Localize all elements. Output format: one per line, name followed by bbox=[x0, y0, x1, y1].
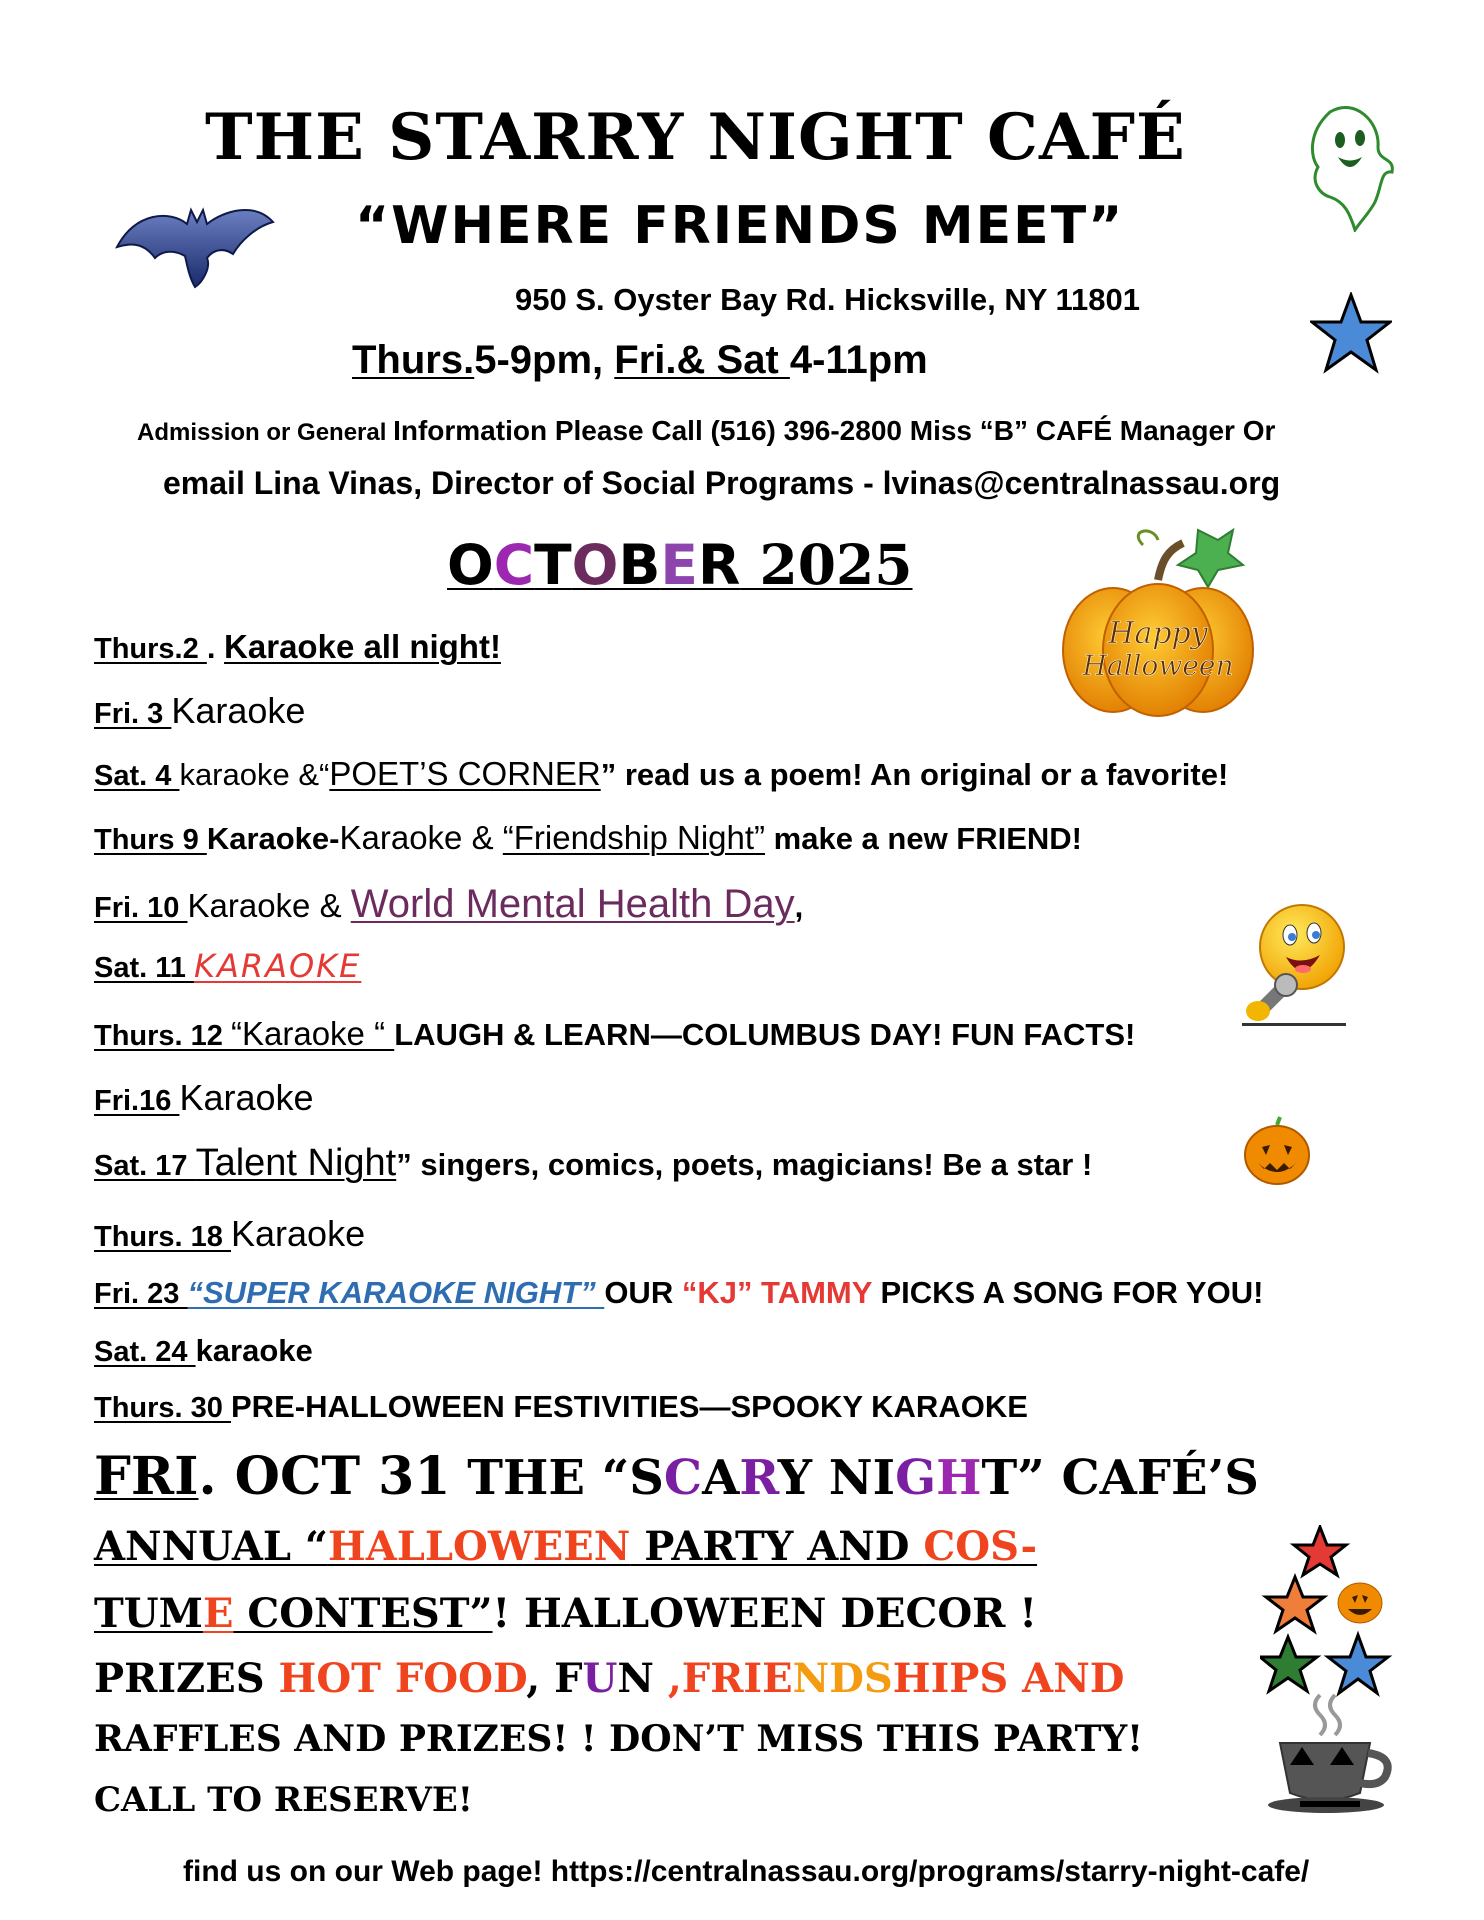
halloween-title-e: Y NI bbox=[777, 1450, 896, 1506]
event-date: Thurs 9 bbox=[94, 824, 207, 856]
month-e: E bbox=[660, 533, 698, 597]
halloween-l4-g: RIE bbox=[710, 1655, 793, 1702]
event-sep: . bbox=[206, 630, 225, 665]
event-text: karaoke bbox=[195, 1333, 313, 1368]
event-date: Thurs. 12 bbox=[94, 1020, 231, 1052]
event-date: Fri. 10 bbox=[94, 892, 188, 924]
hours-frisat-time: 4-11pm bbox=[789, 338, 928, 382]
halloween-l4-e: N bbox=[617, 1655, 668, 1702]
halloween-l4-b: HOT FOOD bbox=[278, 1655, 527, 1702]
halloween-l3-d: ! HALLOWEEN DECOR ! bbox=[492, 1590, 1037, 1637]
event-link: “SUPER KARAOKE NIGHT” bbox=[187, 1275, 605, 1310]
hours-frisat: Fri.& Sat bbox=[614, 338, 790, 382]
month-heading bbox=[447, 532, 913, 597]
halloween-fri: FRI bbox=[94, 1446, 199, 1507]
halloween-l4-c: , F bbox=[526, 1655, 583, 1702]
stars-coffee-icon bbox=[1260, 1525, 1410, 1815]
event-oct-16 bbox=[94, 1077, 314, 1119]
event-oct-24 bbox=[94, 1333, 313, 1369]
halloween-line-4 bbox=[94, 1655, 1124, 1702]
halloween-title-d: R bbox=[739, 1450, 778, 1506]
event-link: Talent Night bbox=[195, 1142, 397, 1184]
contact-small: Admission or General bbox=[137, 419, 394, 446]
event-date: Sat. 4 bbox=[94, 760, 180, 792]
bat-icon bbox=[115, 192, 275, 292]
halloween-l2-c: PARTY AND bbox=[630, 1523, 924, 1570]
month-t: T bbox=[534, 533, 572, 597]
event-oct-10 bbox=[94, 882, 803, 927]
event-text-3: PICKS A SONG FOR YOU! bbox=[871, 1275, 1264, 1310]
address: 950 S. Oyster Bay Rd. Hicksville, NY 11801 bbox=[515, 282, 1140, 317]
event-text: Karaoke- bbox=[206, 821, 340, 856]
event-oct-9 bbox=[94, 819, 1082, 857]
event-text: PRE-HALLOWEEN FESTIVITIES—SPOOKY KARAOKE bbox=[231, 1389, 1028, 1424]
halloween-title-h: T” CAFÉ’S bbox=[981, 1450, 1259, 1506]
event-text-2: make a new FRIEND! bbox=[765, 821, 1083, 856]
event-text: Karaoke bbox=[171, 690, 306, 731]
event-date: Thurs. 18 bbox=[94, 1221, 231, 1253]
event-date: Fri.16 bbox=[94, 1085, 180, 1117]
month-r: R bbox=[697, 533, 741, 597]
halloween-line-3 bbox=[94, 1590, 1037, 1637]
event-text-2: ” singers, comics, poets, magicians! Be a star ! bbox=[396, 1147, 1093, 1182]
event-date: Thurs. 30 bbox=[94, 1392, 231, 1424]
event-text: Karaoke bbox=[231, 1213, 366, 1254]
month-b: B bbox=[618, 533, 661, 597]
karaoke-emoji-icon bbox=[1238, 903, 1348, 1028]
event-link: “Friendship Night” bbox=[502, 819, 766, 856]
halloween-title-a: THE “S bbox=[450, 1450, 664, 1506]
month-o2: O bbox=[571, 533, 619, 597]
event-link: World Mental Health Day bbox=[350, 882, 795, 926]
ghost-icon bbox=[1300, 102, 1400, 232]
halloween-l2-d: COS- bbox=[923, 1523, 1038, 1570]
event-text: Karaoke bbox=[179, 1077, 314, 1118]
halloween-l4-a: PRIZES bbox=[94, 1655, 279, 1702]
page-title: THE STARRY NIGHT CAFÉ bbox=[205, 100, 1186, 175]
event-oct-4 bbox=[94, 755, 1228, 793]
tagline: “WHERE FRIENDS MEET” bbox=[355, 196, 1125, 256]
event-text-2: ” read us a poem! An original or a favorite! bbox=[600, 757, 1229, 792]
event-oct-17 bbox=[94, 1142, 1092, 1185]
month-o1: O bbox=[447, 533, 494, 597]
event-date: Sat. 17 bbox=[94, 1150, 196, 1182]
event-date: Sat. 24 bbox=[94, 1336, 196, 1368]
halloween-line-2 bbox=[94, 1523, 1037, 1570]
event-date: Fri. 3 bbox=[94, 698, 172, 730]
contact-phone: Information Please Call (516) 396-2800 Miss “B” CAFÉ Manager Or bbox=[393, 415, 1276, 446]
halloween-l4-f: ,F bbox=[667, 1655, 711, 1702]
event-date: Fri. 23 bbox=[94, 1278, 188, 1310]
event-oct-2 bbox=[94, 628, 501, 666]
halloween-line-5: RAFFLES AND PRIZES! ! DON’T MISS THIS PARTY! bbox=[94, 1718, 1143, 1760]
halloween-title-g: H bbox=[936, 1450, 982, 1506]
event-text: Karaoke & bbox=[187, 887, 351, 924]
event-text-2: LAUGH & LEARN—COLUMBUS DAY! FUN FACTS! bbox=[394, 1017, 1136, 1052]
event-text-b: Karaoke & bbox=[339, 819, 503, 856]
event-oct-11 bbox=[94, 947, 361, 985]
halloween-line-6: CALL TO RESERVE! bbox=[94, 1780, 473, 1820]
month-c: C bbox=[493, 533, 535, 597]
pumpkin-icon bbox=[1058, 525, 1258, 725]
event-oct-23 bbox=[94, 1275, 1263, 1311]
halloween-oct31: . OCT 31 bbox=[198, 1446, 451, 1507]
hours-thurs-time: 5-9pm, bbox=[474, 338, 615, 382]
pumpkin-text-1: Happy bbox=[1108, 616, 1208, 651]
event-oct-12 bbox=[94, 1015, 1135, 1053]
event-date: Thurs.2 bbox=[94, 633, 207, 665]
event-oct-30 bbox=[94, 1389, 1028, 1425]
halloween-title-c: A bbox=[702, 1450, 740, 1506]
event-text: Karaoke all night! bbox=[224, 628, 501, 665]
hours-thurs: Thurs. bbox=[352, 338, 475, 382]
event-kj: “KJ” TAMMY bbox=[681, 1275, 872, 1310]
event-oct-3 bbox=[94, 690, 305, 732]
event-text-2: OUR bbox=[604, 1275, 682, 1310]
halloween-l4-i: HIPS bbox=[892, 1655, 1009, 1702]
halloween-title-b: C bbox=[663, 1450, 703, 1506]
halloween-l4-d: U bbox=[582, 1655, 618, 1702]
event-text-2: , bbox=[794, 889, 804, 924]
halloween-l2-a: ANNUAL “ bbox=[94, 1523, 328, 1570]
halloween-l3-a: TUM bbox=[94, 1590, 203, 1637]
halloween-l4-j: AND bbox=[1008, 1655, 1125, 1702]
contact-line-2: email Lina Vinas, Director of Social Programs - lvinas@centralnassau.org bbox=[163, 465, 1281, 501]
event-link: KARAOKE bbox=[193, 947, 362, 985]
star-icon bbox=[1310, 292, 1392, 374]
halloween-l4-h: NDS bbox=[792, 1655, 893, 1702]
event-text: karaoke &“ bbox=[179, 757, 330, 792]
event-oct-18 bbox=[94, 1213, 365, 1255]
month-year: 2025 bbox=[740, 532, 913, 597]
hours bbox=[352, 338, 928, 383]
halloween-l2-b: HALLOWEEN bbox=[327, 1523, 631, 1570]
halloween-l3-c: CONTEST” bbox=[233, 1590, 493, 1637]
event-link: “Karaoke “ bbox=[231, 1015, 395, 1052]
halloween-l3-b: E bbox=[202, 1590, 234, 1637]
small-pumpkin-icon bbox=[1242, 1115, 1312, 1187]
contact-line-1 bbox=[137, 415, 1275, 447]
halloween-title-f: G bbox=[895, 1450, 937, 1506]
event-link: POET’S CORNER bbox=[329, 755, 601, 792]
event-date: Sat. 11 bbox=[94, 952, 194, 984]
halloween-line-1 bbox=[94, 1446, 1259, 1507]
footer-web-link[interactable]: find us on our Web page! https://centralnassau.org/programs/starry-night-cafe/ bbox=[183, 1855, 1310, 1888]
pumpkin-text-2: Halloween bbox=[1082, 649, 1234, 682]
